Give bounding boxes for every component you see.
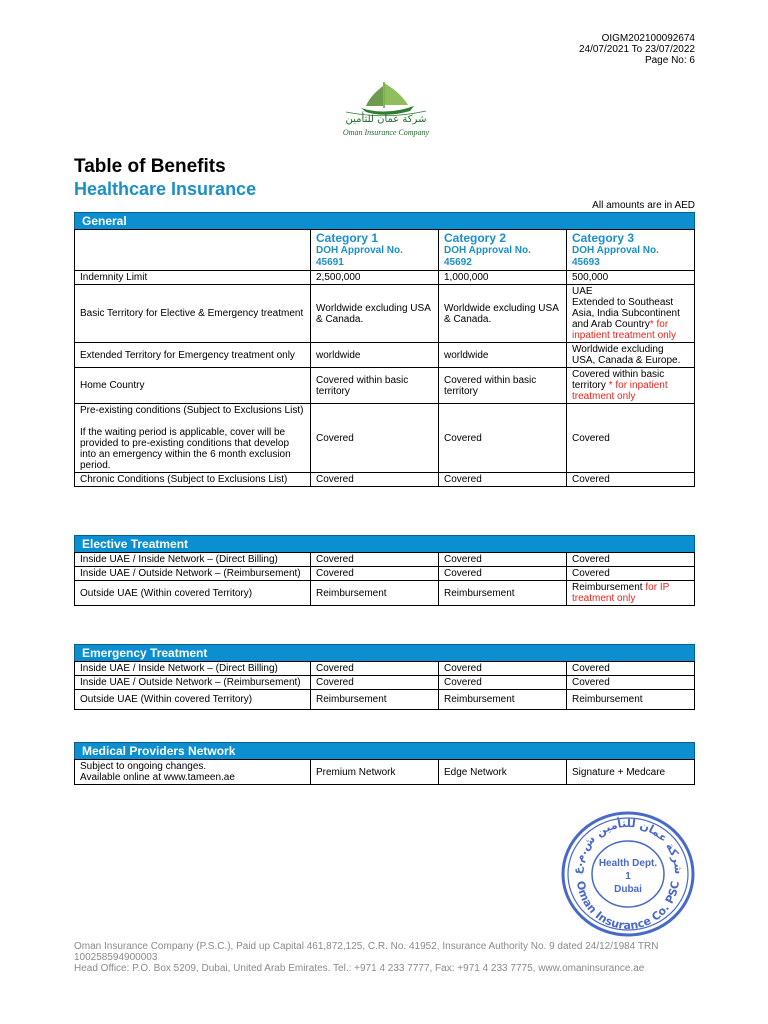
cell-category-1: Covered [311,553,439,567]
page-subtitle: Healthcare Insurance [74,179,257,199]
cell-category-3: Covered [567,662,695,676]
cell-category-1: Covered [311,567,439,581]
cell-category-1: Covered [311,473,439,487]
emergency-table [74,661,695,710]
cell-category-3: Worldwide excluding USA, Canada & Europe. [567,343,695,368]
cell-text: Extended to Southeast Asia, India Subcontinent and Arab Country [572,297,680,330]
table-row [75,581,695,606]
cell-category-3: Covered [567,404,695,473]
cell-category-1: Covered [311,404,439,473]
cell-category-1: Reimbursement [311,581,439,606]
doh-approval: DOH Approval No. 45691 [316,245,403,268]
cell-category-3 [567,581,695,606]
cell-category-2: Worldwide excluding USA & Canada. [439,285,567,343]
cell-category-2: Covered within basic territory [439,368,567,404]
row-label-line: Available online at www.tameen.ae [80,772,235,783]
emergency-treatment-section [74,644,695,710]
cell-category-2: Covered [439,676,567,690]
cell-category-3 [567,285,695,343]
row-label [75,404,311,473]
cell-text: Covered within basic territory [572,369,665,391]
logo-english-text: Oman Insurance Company [342,128,430,137]
stamp-ring-english: Oman Insurance Co. PSC [573,880,682,933]
cell-category-3: 500,000 [567,271,695,285]
cell-category-2: Edge Network [439,760,567,785]
cell-category-2: Covered [439,473,567,487]
footer-line: Head Office: P.O. Box 5209, Dubai, United Arab Emirates. Tel.: +971 4 233 7777, Fax: +971 4 233 7775, www.omaninsurance.ae [74,963,645,974]
page-number: Page No: 6 [644,55,695,66]
cell-category-2: Covered [439,553,567,567]
table-row [75,473,695,487]
table-row [75,553,695,567]
cell-category-2: Reimbursement [439,690,567,710]
cell-category-1: Covered within basic territory [311,368,439,404]
category-1-header [311,230,439,271]
providers-network-section [74,742,695,785]
footer-line: Oman Insurance Company (P.S.C.), Paid up Capital 461,872,125, C.R. No. 41952, Insurance Authority No. 9 dated 24/12/1984 TRN [74,941,659,952]
cell-category-3: Signature + Medcare [567,760,695,785]
row-label: Indemnity Limit [75,271,311,285]
table-row [75,676,695,690]
section-heading-emergency: Emergency Treatment [74,644,695,661]
document-reference-block [579,33,695,66]
cell-category-2: Reimbursement [439,581,567,606]
section-heading-elective: Elective Treatment [74,535,695,552]
category-name: Category 3 [572,231,635,245]
cell-category-2: Covered [439,567,567,581]
currency-note: All amounts are in AED [592,200,695,211]
section-heading-network: Medical Providers Network [74,742,695,759]
cell-category-2: worldwide [439,343,567,368]
table-row [75,285,695,343]
row-label: Outside UAE (Within covered Territory) [75,690,311,710]
cell-category-2: 1,000,000 [439,271,567,285]
category-3-header [567,230,695,271]
row-label-line: Pre-existing conditions (Subject to Exclusions List) [80,405,304,416]
document-number: OIGM202100092674 [601,33,695,44]
general-section [74,212,695,487]
stamp-center-line: 1 [625,871,631,882]
cell-category-1: Covered [311,676,439,690]
cell-category-3: Covered [567,567,695,581]
company-stamp [559,808,697,940]
row-label: Chronic Conditions (Subject to Exclusions List) [75,473,311,487]
page-footer [74,941,694,974]
stamp-center-line: Health Dept. [598,858,658,869]
stamp-ring-arabic: شركة عمان للتأمين ش.م.ع [570,816,686,875]
cell-category-2: Covered [439,404,567,473]
cell-category-1: Worldwide excluding USA & Canada. [311,285,439,343]
cell-text: Reimbursement [572,582,643,593]
cell-category-2: Covered [439,662,567,676]
doh-approval: DOH Approval No. 45693 [572,245,659,268]
policy-period: 24/07/2021 To 23/07/2022 [578,44,695,55]
row-label: Basic Territory for Elective & Emergency treatment [75,285,311,343]
general-table [74,229,695,487]
category-name: Category 2 [444,231,507,245]
cell-category-3: Covered [567,553,695,567]
table-row [75,690,695,710]
cell-text: UAE [572,286,593,297]
row-label: Inside UAE / Outside Network – (Reimbursement) [75,567,311,581]
stamp-center-line: Dubai [614,884,642,895]
table-row [75,230,695,271]
red-note: * for inpatient treatment only [572,380,668,402]
cell-category-1: Premium Network [311,760,439,785]
category-2-header [439,230,567,271]
cell-category-1: worldwide [311,343,439,368]
row-label: Home Country [75,368,311,404]
table-row [75,404,695,473]
table-row [75,343,695,368]
row-label-line: If the waiting period is applicable, cover will be provided to pre-existing conditions that develop into an emergency within the 6 month exclusion period. [80,427,291,471]
row-label: Extended Territory for Emergency treatment only [75,343,311,368]
row-label [75,760,311,785]
page-title: Table of Benefits [74,156,226,177]
section-heading-general: General [74,212,695,229]
footer-line: 100258594900003 [74,952,158,963]
row-label: Inside UAE / Inside Network – (Direct Billing) [75,553,311,567]
row-label: Outside UAE (Within covered Territory) [75,581,311,606]
table-row [75,567,695,581]
dhow-ship-icon [326,78,446,118]
elective-table [74,552,695,606]
cell-category-3: Reimbursement [567,690,695,710]
table-row [75,662,695,676]
company-logo [326,78,446,140]
network-table [74,759,695,785]
table-row [75,271,695,285]
elective-treatment-section [74,535,695,606]
red-note: for IP treatment only [572,582,670,604]
cell-category-1: Covered [311,662,439,676]
category-name: Category 1 [316,231,379,245]
cell-category-3: Covered [567,676,695,690]
cell-category-1: 2,500,000 [311,271,439,285]
table-cell-blank [75,230,311,271]
stamp-seal-icon [559,808,697,940]
row-label: Inside UAE / Inside Network – (Direct Billing) [75,662,311,676]
logo-arabic-text: شركة عمان للتأمين [345,114,427,125]
cell-category-1: Reimbursement [311,690,439,710]
table-row [75,760,695,785]
cell-category-3 [567,368,695,404]
cell-category-3: Covered [567,473,695,487]
table-row [75,368,695,404]
doh-approval: DOH Approval No. 45692 [444,245,531,268]
row-label: Inside UAE / Outside Network – (Reimbursement) [75,676,311,690]
red-note: * for inpatient treatment only [572,319,676,341]
row-label-line: Subject to ongoing changes. [80,761,207,772]
